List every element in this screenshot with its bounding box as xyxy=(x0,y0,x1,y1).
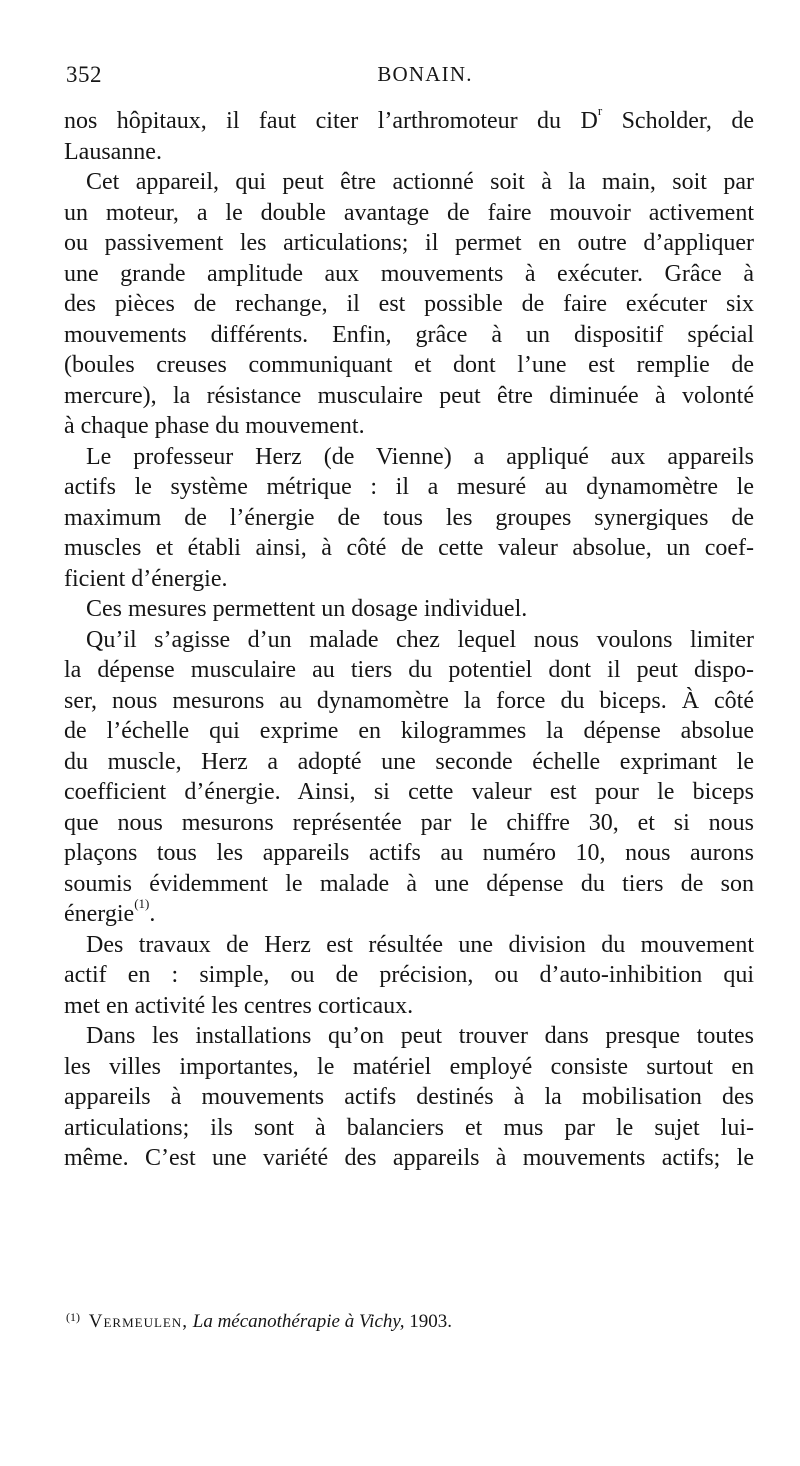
superscript: r xyxy=(597,103,603,118)
body-text xyxy=(64,103,754,1174)
text-line: soumis évidemment le malade à une dépense du tiers de son xyxy=(64,870,754,897)
text-line: ser, nous mesurons au dynamomètre la force du biceps. À côté xyxy=(64,687,754,714)
text-line: mouvements différents. Enfin, grâce à un dispositif spécial xyxy=(64,321,754,348)
text-line: articulations; ils sont à balanciers et mus par le sujet lui- xyxy=(64,1114,754,1141)
text-line: à chaque phase du mouvement. xyxy=(64,413,365,439)
footnote-title: La mécanothérapie à Vichy, xyxy=(192,1311,405,1332)
text-line: Lausanne. xyxy=(64,138,162,165)
text-line: nos hôpitaux, il faut citer l’arthromoteur du $D^r$ Scholder, de xyxy=(64,103,754,134)
text-line: ou passivement les articulations; il permet en outre d’appliquer xyxy=(64,230,754,256)
text-line: appareils à mouvements actifs destinés à la mobilisation des xyxy=(64,1084,754,1110)
text-line: des pièces de rechange, il est possible de faire exécuter six xyxy=(64,291,754,317)
text-line: que nous mesurons représentée par le chiffre 30, et si nous xyxy=(64,809,754,836)
text-line: plaçons tous les appareils actifs au numéro 10, nous aurons xyxy=(64,840,754,866)
text-line: énergie$^{(1)}$. xyxy=(64,896,156,927)
footnote-author: Vermeulen, xyxy=(88,1311,188,1332)
text-line: une grande amplitude aux mouvements à exécuter. Grâce à xyxy=(64,260,754,287)
text-line: met en activité les centres corticaux. xyxy=(64,992,414,1019)
text-line: Dans les installations qu’on peut trouver dans presque toutes xyxy=(86,1023,754,1049)
page-header xyxy=(66,62,756,96)
text-line: actif en : simple, ou de précision, ou d’auto-inhibition qui xyxy=(64,962,754,988)
text-line: du muscle, Herz a adopté une seconde échelle exprimant le xyxy=(64,748,754,775)
page-number: 352 xyxy=(66,62,102,87)
footnote-mark: (1) xyxy=(66,1310,80,1324)
text-line: Cet appareil, qui peut être actionné soit à la main, soit par xyxy=(86,169,754,195)
text-line: (boules creuses communiquant et dont l’une est remplie de xyxy=(64,352,754,378)
text-line: ficient d’énergie. xyxy=(64,565,228,592)
text-line: maximum de l’énergie de tous les groupes synergiques de xyxy=(64,504,754,531)
text-line: la dépense musculaire au tiers du potentiel dont il peut dispo- xyxy=(64,657,754,683)
footnote xyxy=(66,1311,756,1333)
text-line: coefficient d’énergie. Ainsi, si cette valeur est pour le biceps xyxy=(64,779,754,805)
text-line: Des travaux de Herz est résultée une division du mouvement xyxy=(86,931,754,958)
running-title: BONAIN. xyxy=(377,62,473,86)
text-line: Le professeur Herz (de Vienne) a appliqué aux appareils xyxy=(86,443,754,470)
text-line: mercure), la résistance musculaire peut être diminuée à volonté xyxy=(64,382,754,409)
footnote-reference: (1) xyxy=(134,896,150,911)
footnote-year: 1903. xyxy=(409,1311,453,1332)
text-line: Ces mesures permettent un dosage individuel. xyxy=(86,596,528,622)
text-line: Qu’il s’agisse d’un malade chez lequel nous voulons limiter xyxy=(86,626,754,653)
text-line: de l’échelle qui exprime en kilogrammes la dépense absolue xyxy=(64,718,754,744)
text-line: les villes importantes, le matériel employé consiste surtout en xyxy=(64,1053,754,1080)
text-line: actifs le système métrique : il a mesuré au dynamomètre le xyxy=(64,474,754,500)
text-line: un moteur, a le double avantage de faire mouvoir activement xyxy=(64,199,754,226)
text-line: même. C’est une variété des appareils à mouvements actifs; le xyxy=(64,1145,754,1171)
text-line: muscles et établi ainsi, à côté de cette valeur absolue, un coef- xyxy=(64,535,754,561)
